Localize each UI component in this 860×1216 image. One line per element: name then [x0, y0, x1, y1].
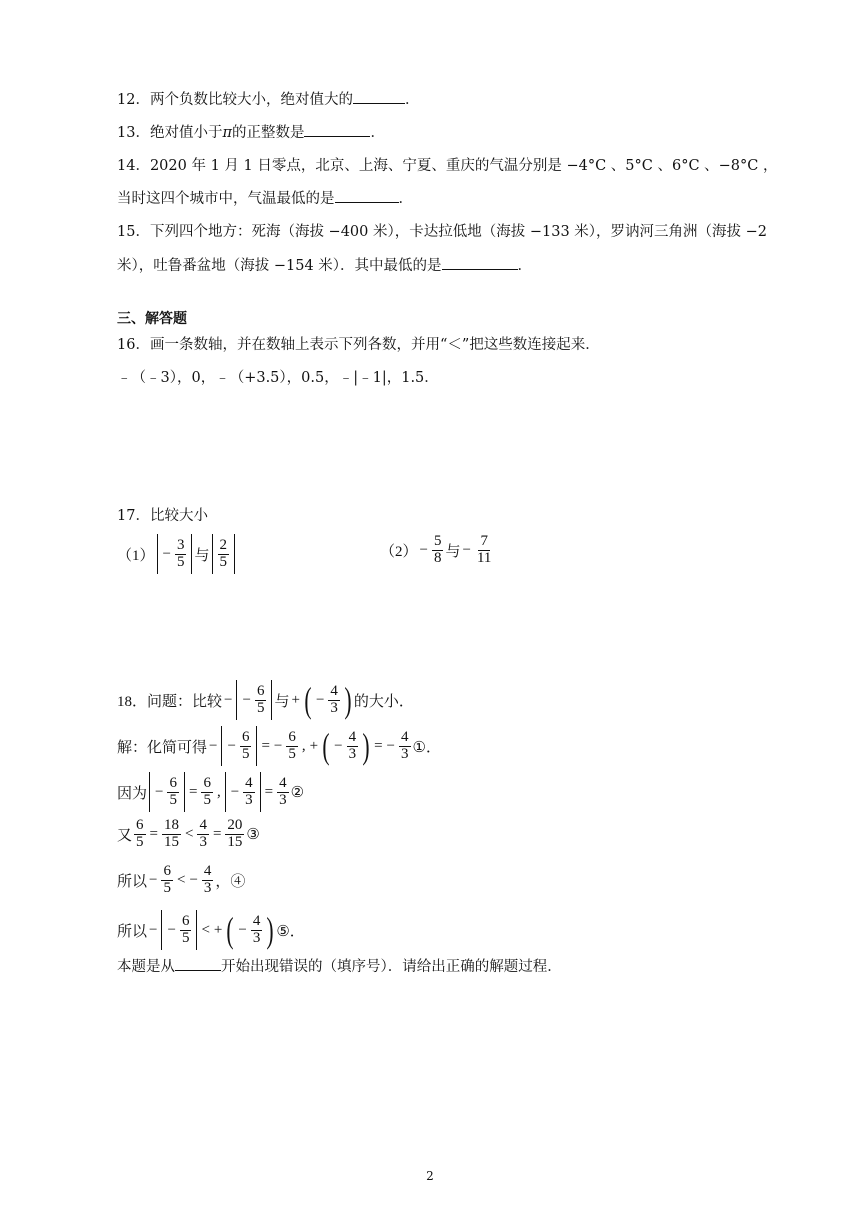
numerator: 5: [433, 533, 442, 549]
q18-final: [117, 955, 562, 976]
q17-part2: （2） − $\frac{5}{8}$ 与 − $\frac{7}{11}$: [380, 533, 492, 566]
numerator: 7: [480, 533, 488, 549]
step-mark-4: ，④: [215, 873, 246, 890]
q18-step2: 因为 − $\frac{6}{5}$ = $\frac{6}{5}$ , − $\frac{4}{3}$ = $\frac{4}{3}$ ②: [117, 772, 304, 812]
numerator: 6: [169, 774, 177, 791]
denominator: 3: [348, 745, 357, 762]
denominator: 5: [256, 699, 265, 716]
numerator: 6: [136, 817, 144, 833]
denominator: 8: [433, 549, 442, 566]
numerator: 2: [219, 536, 227, 553]
abs-expr: − $\frac{6}{5}$: [149, 772, 185, 812]
numerator: 4: [279, 774, 287, 791]
answer-blank: [175, 958, 221, 971]
denominator: 3: [330, 699, 338, 716]
answer-blank: [335, 190, 399, 203]
denominator: 5: [203, 791, 211, 808]
q16-numbers: ﹣（﹣3），0，﹣（+3.5），0.5，﹣|﹣1|，1.5．: [117, 370, 439, 386]
question-14-line2: [117, 187, 413, 208]
numerator: 6: [288, 728, 296, 745]
q13-text2: 的正整数是: [231, 125, 305, 141]
question-14-line1: [117, 154, 777, 175]
denominator: 15: [163, 833, 179, 850]
q17-yu: 与: [445, 543, 461, 560]
numerator: 6: [163, 863, 171, 879]
numerator: 4: [348, 728, 357, 745]
abs-expr: − $\frac{3}{5}$: [157, 534, 193, 574]
q18-title-end: 的大小．: [353, 693, 414, 710]
question-15-line1: [117, 220, 767, 241]
q16-line1: 16．画一条数轴，并在数轴上表示下列各数，并用“＜”把这些数连接起来．: [117, 337, 600, 353]
q17-yu: 与: [194, 547, 210, 564]
numerator: 4: [199, 817, 207, 833]
denominator: 5: [241, 745, 250, 762]
numerator: 4: [245, 774, 253, 791]
step4-label: 所以: [117, 873, 148, 890]
step-mark-3: ③: [246, 826, 260, 843]
denominator: 5: [176, 553, 185, 570]
step-mark-2: ②: [290, 784, 305, 801]
q18-step5: 所以 − − $\frac{6}{5}$ < + ( − $\frac{4}{3}$ ) ⑤．: [117, 910, 305, 950]
q17-p2-label: （2）: [380, 543, 418, 560]
q15-line2: 米），吐鲁番盆地（海拔 −154 米）．其中最低的是: [117, 258, 442, 274]
q12-text: 12．两个负数比较大小，绝对值大的: [117, 92, 353, 108]
step-mark-5: ⑤．: [276, 923, 305, 940]
q15-end: ．: [517, 258, 533, 274]
denominator: 5: [163, 879, 171, 896]
q14-line2: 当时这四个城市中，气温最低的是: [117, 191, 335, 207]
numerator: 4: [252, 912, 261, 929]
numerator: 3: [176, 536, 185, 553]
question-16-line1: [117, 333, 600, 354]
denominator: 11: [476, 549, 492, 566]
denominator: 3: [245, 791, 253, 808]
q15-line1: 15．下列四个地方：死海（海拔 −400 米），卡达拉低地（海拔 −133 米），罗讷河三角洲（海拔 −2: [117, 224, 768, 240]
denominator: 3: [279, 791, 287, 808]
numerator: 18: [163, 817, 179, 833]
q18-step3: 又 $\frac{6}{5}$ = $\frac{18}{15}$ < $\frac{4}{3}$ = $\frac{20}{15}$ ③: [117, 817, 260, 850]
q18-yu: 与: [274, 693, 290, 710]
final-pre: 本题是从: [117, 959, 175, 975]
abs-expr: − $\frac{6}{5}$: [161, 910, 197, 950]
answer-blank: [353, 91, 405, 104]
question-18-title: 18．问题：比较 − − $\frac{6}{5}$ 与 + ( − $\frac{4}{3}$ ) 的大小．: [117, 680, 414, 720]
abs-expr: − $\frac{6}{5}$: [221, 726, 257, 766]
answer-blank: [442, 257, 518, 270]
abs-expr: − $\frac{4}{3}$: [225, 772, 261, 812]
q14-line1: 14．2020 年 1 月 1 日零点，北京、上海、宁夏、重庆的气温分别是 −4°C 、5°C 、6°C 、−8°C ，: [117, 158, 778, 174]
numerator: 6: [203, 774, 211, 791]
pi-symbol: π: [222, 125, 232, 141]
q18-step4: 所以 − $\frac{6}{5}$ < − $\frac{4}{3}$ ，④: [117, 863, 246, 896]
denominator: 15: [227, 833, 243, 850]
numerator: 4: [203, 863, 212, 879]
q14-end: ．: [398, 191, 413, 207]
question-12: [117, 88, 419, 109]
denominator: 3: [401, 745, 409, 762]
step1-label: 解：化简可得: [117, 739, 208, 756]
question-13: [117, 121, 385, 142]
step2-label: 因为: [117, 785, 148, 802]
question-15-line2: [117, 254, 532, 275]
final-post: 开始出现错误的（填序号）．请给出正确的解题过程．: [221, 959, 562, 975]
q17-part1: [117, 534, 237, 574]
denominator: 5: [181, 929, 190, 946]
abs-expr: − $\frac{6}{5}$: [236, 680, 272, 720]
denominator: 5: [288, 745, 296, 762]
numerator: 4: [330, 682, 338, 699]
numerator: 6: [181, 912, 190, 929]
q18-title: 18．问题：比较: [117, 693, 223, 710]
numerator: 6: [241, 728, 250, 745]
denominator: 5: [136, 833, 144, 850]
q17-p1-label: （1）: [117, 547, 155, 564]
q13-text: 13．绝对值小于: [117, 125, 223, 141]
q18-step1: 解：化简可得 − − $\frac{6}{5}$ = − $\frac{6}{5}$ , + ( − $\frac{4}{3}$ ) = − $\frac{4}{3}$ ①．: [117, 726, 441, 766]
step5-label: 所以: [117, 923, 148, 940]
abs-expr: [212, 534, 236, 574]
denominator: 5: [219, 553, 227, 570]
numerator: 4: [401, 728, 409, 745]
question-16-line2: [117, 366, 439, 387]
denominator: 3: [203, 879, 212, 896]
numerator: 20: [227, 817, 243, 833]
q12-end: ．: [404, 92, 420, 108]
page-number: 2: [426, 1169, 434, 1183]
section-title: 三、解答题: [117, 311, 187, 327]
q13-end: ．: [370, 125, 385, 141]
q17-title: 17．比较大小: [117, 508, 208, 524]
denominator: 5: [169, 791, 177, 808]
denominator: 3: [199, 833, 207, 850]
denominator: 3: [252, 929, 261, 946]
question-17-title: [117, 504, 208, 525]
step3-label: 又: [117, 827, 133, 844]
numerator: 6: [256, 682, 265, 699]
answer-blank: [304, 124, 370, 137]
step-mark-1: ①．: [412, 739, 441, 756]
